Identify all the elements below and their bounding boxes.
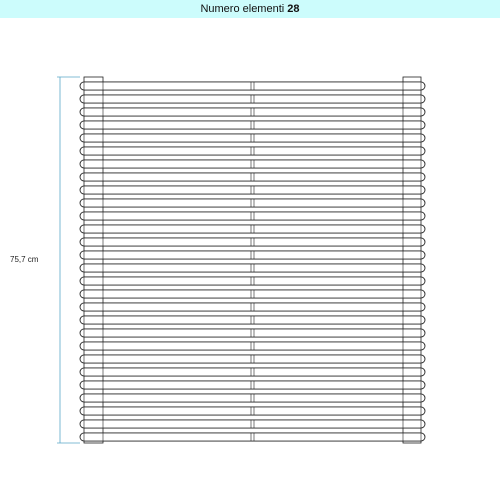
radiator-tube	[80, 355, 425, 363]
radiator-tube	[80, 316, 425, 324]
radiator-tube	[80, 407, 425, 415]
radiator-element	[80, 160, 425, 168]
radiator-tube	[80, 95, 425, 103]
radiator-element	[80, 212, 425, 220]
radiator-tube	[80, 225, 425, 233]
radiator-tube	[80, 251, 425, 259]
radiator-element	[80, 433, 425, 441]
radiator-tube	[80, 212, 425, 220]
element-count-value: 28	[287, 3, 300, 15]
radiator-element	[80, 303, 425, 311]
radiator-element	[80, 355, 425, 363]
radiator-element	[80, 173, 425, 181]
radiator-tube	[80, 134, 425, 142]
radiator-tube	[80, 381, 425, 389]
radiator-element	[80, 420, 425, 428]
radiator-tube	[80, 433, 425, 441]
radiator-tube	[80, 173, 425, 181]
height-dimension-line	[57, 77, 80, 443]
radiator-element	[80, 342, 425, 350]
radiator-tube	[80, 186, 425, 194]
radiator-tube	[80, 303, 425, 311]
radiator-element	[80, 277, 425, 285]
radiator-element	[80, 329, 425, 337]
radiator-tube	[80, 420, 425, 428]
radiator-element	[80, 82, 425, 90]
radiator-element	[80, 199, 425, 207]
radiator-element	[80, 381, 425, 389]
radiator-element	[80, 290, 425, 298]
radiator-tube	[80, 368, 425, 376]
height-dimension-label: 75,7 cm	[10, 255, 39, 264]
radiator-element	[80, 251, 425, 259]
radiator-element	[80, 407, 425, 415]
radiator-tube	[80, 290, 425, 298]
radiator-element	[80, 264, 425, 272]
radiator-tube	[80, 82, 425, 90]
element-count-label: Numero elementi	[200, 3, 285, 15]
radiator-tube	[80, 147, 425, 155]
radiator-element	[80, 186, 425, 194]
radiator-tube	[80, 277, 425, 285]
radiator-tube	[80, 108, 425, 116]
radiator-element	[80, 121, 425, 129]
radiator-element	[80, 147, 425, 155]
radiator-tube	[80, 238, 425, 246]
radiator-tubes	[80, 82, 425, 441]
radiator-tube	[80, 121, 425, 129]
radiator-tube	[80, 160, 425, 168]
radiator-element	[80, 394, 425, 402]
radiator-tube	[80, 394, 425, 402]
radiator-element	[80, 368, 425, 376]
radiator-element	[80, 225, 425, 233]
radiator-element	[80, 134, 425, 142]
radiator-element	[80, 95, 425, 103]
radiator-tube	[80, 199, 425, 207]
radiator-tube	[80, 264, 425, 272]
radiator-tube	[80, 329, 425, 337]
radiator-element	[80, 238, 425, 246]
radiator-element	[80, 316, 425, 324]
radiator-tube	[80, 342, 425, 350]
radiator-element	[80, 108, 425, 116]
